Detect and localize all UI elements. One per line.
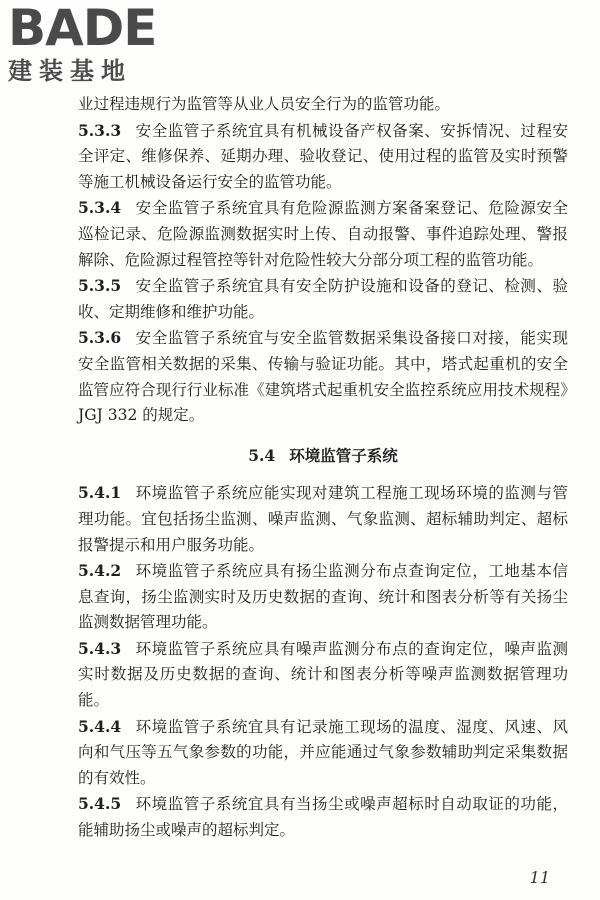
logo-subtitle: 建装基地: [8, 57, 132, 85]
clause-number: 5.4.3: [78, 638, 122, 658]
clause-text: 安全监管子系统宜具有机械设备产权备案、安拆情况、过程安全评定、维修保养、延期办理、验收登记、使用过程的监管及实时预警等施工机械设备运行安全的监管功能。: [78, 121, 568, 191]
clause-text: 环境监管子系统宜具有记录施工现场的温度、湿度、风速、风向和气压等五气象参数的功能，并应能通过气象参数辅助判定采集数据的有效性。: [78, 717, 568, 787]
clause-text: 环境监管子系统应能实现对建筑工程施工现场环境的监测与管理功能。宜包括扬尘监测、噪声监测、气象监测、超标辅助判定、超标报警提示和用户服务功能。: [78, 484, 568, 554]
clause-number: 5.4.1: [78, 483, 122, 503]
clause-text: 环境监管子系统宜具有当扬尘或噪声超标时自动取证的功能，能辅助扬尘或噪声的超标判定。: [78, 795, 568, 840]
clause-text: 安全监管子系统宜与安全监管数据采集设备接口对接，能实现安全监管相关数据的采集、传输与验证功能。其中，塔式起重机的安全监管应符合现行行业标准《建筑塔式起重机安全监控系统应用技术规程》JGJ 332 的规定。: [78, 329, 568, 425]
document-body: [78, 92, 568, 844]
clause-5-4-5: [78, 791, 568, 843]
clause-number: 5.3.5: [78, 276, 122, 296]
clause-text: 环境监管子系统应具有噪声监测分布点的查询定位，噪声监测实时数据及历史数据的查询、统计和图表分析等噪声监测数据管理功能。: [78, 639, 568, 710]
clause-5-3-3: [78, 118, 568, 196]
clause-text: 安全监管子系统宜具有危险源监测方案备案登记、危险源安全巡检记录、危险源监测数据实时上传、自动报警、事件追踪处理、警报解除、危险源过程管控等针对危险性较大分部分项工程的监管功能。: [78, 199, 568, 269]
section-title: 环境监管子系统: [289, 445, 398, 465]
paragraph-continuation: 业过程违规行为监管等从业人员安全行为的监管功能。: [78, 95, 451, 113]
clause-5-3-5: [78, 273, 568, 325]
clause-5-4-3: [78, 636, 568, 714]
clause-5-4-1: [78, 480, 568, 558]
clause-number: 5.4.2: [78, 561, 122, 581]
clause-number: 5.3.3: [78, 120, 122, 140]
section-number: 5.4: [248, 445, 276, 465]
clause-text: 安全监管子系统宜具有安全防护设施和设备的登记、检测、验收、定期维修和维护功能。: [78, 277, 568, 321]
clause-number: 5.3.6: [78, 328, 122, 348]
logo-brand-text: BADE: [8, 0, 157, 57]
section-heading: [78, 443, 568, 469]
clause-5-4-2: [78, 558, 568, 636]
clause-text: 环境监管子系统应具有扬尘监测分布点查询定位，工地基本信息查询，扬尘监测实时及历史数据的查询、统计和图表分析等有关扬尘监测数据管理功能。: [78, 562, 568, 632]
clause-5-4-4: [78, 714, 568, 792]
publisher-logo: [6, 2, 176, 86]
clause-5-3-4: [78, 195, 568, 273]
clause-5-3-6: [78, 325, 568, 428]
clause-number: 5.3.4: [78, 198, 122, 218]
clause-number: 5.4.5: [78, 794, 122, 814]
page-number: 11: [529, 868, 550, 887]
clause-number: 5.4.4: [78, 716, 122, 736]
